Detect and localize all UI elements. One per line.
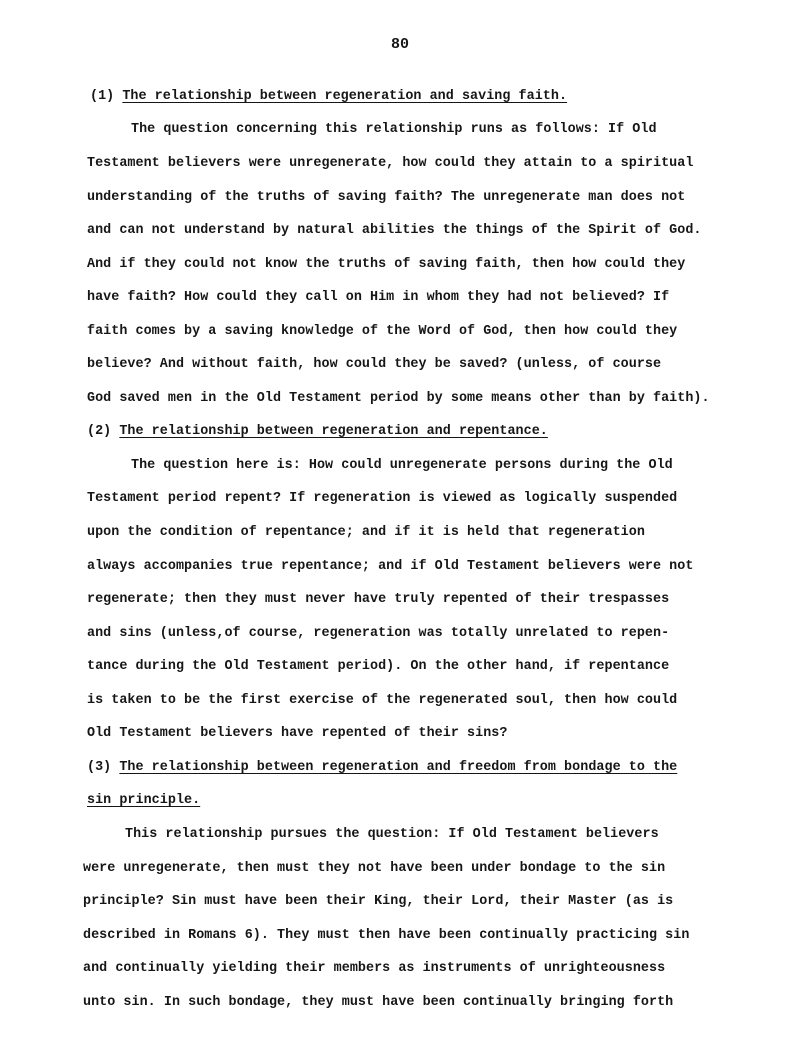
- section-heading-line: [90, 88, 567, 106]
- body-text-line: described in Romans 6). They must then have been continually practicing sin: [83, 928, 690, 943]
- section-heading: The relationship between regeneration and repentance.: [119, 424, 548, 439]
- body-text-line: always accompanies true repentance; and if Old Testament believers were not: [87, 559, 694, 574]
- body-text-line: tance during the Old Testament period). On the other hand, if repentance: [87, 659, 670, 674]
- section-heading-line: [87, 792, 200, 810]
- body-text-line: Testament believers were unregenerate, how could they attain to a spiritual: [87, 156, 694, 171]
- body-text-line: is taken to be the first exercise of the regenerated soul, then how could: [87, 693, 678, 708]
- body-text-line: Old Testament believers have repented of their sins?: [87, 726, 508, 741]
- body-text-line: Testament period repent? If regeneration is viewed as logically suspended: [87, 491, 678, 506]
- body-text-line: principle? Sin must have been their King, their Lord, their Master (as is: [83, 894, 674, 909]
- body-text-line: and continually yielding their members as instruments of unrighteousness: [83, 961, 666, 976]
- body-text-line: and can not understand by natural abilities the things of the Spirit of God.: [87, 223, 702, 238]
- body-text-line: And if they could not know the truths of saving faith, then how could they: [87, 257, 686, 272]
- section-number: (2): [87, 424, 120, 439]
- section-heading: The relationship between regeneration and saving faith.: [122, 89, 568, 104]
- body-text-line: were unregenerate, then must they not have been under bondage to the sin: [83, 861, 666, 876]
- section-heading: sin principle.: [87, 793, 201, 808]
- body-text-line: God saved men in the Old Testament period by some means other than by faith).: [87, 391, 710, 406]
- section-number: (3): [87, 760, 120, 775]
- body-text-line: have faith? How could they call on Him in whom they had not believed? If: [87, 290, 670, 305]
- body-text-line: This relationship pursues the question: If Old Testament believers: [125, 827, 659, 842]
- section-heading-line: [87, 759, 677, 777]
- body-text-line: The question concerning this relationship runs as follows: If Old: [131, 122, 657, 137]
- body-text-line: and sins (unless,of course, regeneration was totally unrelated to repen-: [87, 626, 670, 641]
- body-text-line: upon the condition of repentance; and if it is held that regeneration: [87, 525, 645, 540]
- body-text-line: regenerate; then they must never have truly repented of their trespasses: [87, 592, 670, 607]
- section-heading-line: [87, 423, 548, 441]
- body-text-line: faith comes by a saving knowledge of the Word of God, then how could they: [87, 324, 678, 339]
- page-number: 80: [390, 36, 409, 53]
- section-number: (1): [90, 89, 123, 104]
- body-text-line: believe? And without faith, how could they be saved? (unless, of course: [87, 357, 662, 372]
- body-text-line: understanding of the truths of saving faith? The unregenerate man does not: [87, 190, 686, 205]
- section-heading: The relationship between regeneration and freedom from bondage to the: [119, 760, 678, 775]
- body-text-line: unto sin. In such bondage, they must have been continually bringing forth: [83, 995, 674, 1010]
- body-text-line: The question here is: How could unregenerate persons during the Old: [131, 458, 673, 473]
